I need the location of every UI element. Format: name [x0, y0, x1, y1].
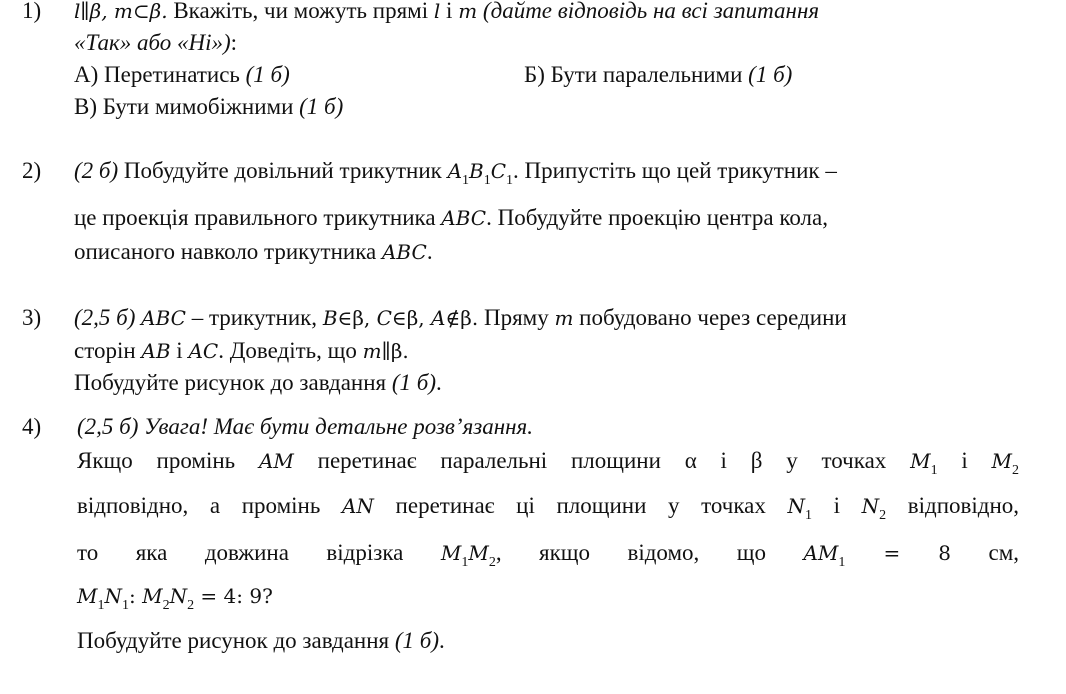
- q4-l3-m2: M: [468, 541, 489, 565]
- q3-b-in-beta: ∈β,: [337, 306, 377, 330]
- q2-line2-text: це проекція правильного трикутника: [74, 205, 442, 230]
- q4-l3-am: AM: [803, 541, 839, 565]
- q4-l3-d: відрізка: [326, 540, 404, 565]
- q2-sub-b: 1: [483, 173, 491, 188]
- q1-option-a-points: (1 б): [245, 62, 290, 87]
- q4-l3-f: відомо,: [627, 540, 700, 565]
- q4-l2-i: і: [833, 493, 841, 518]
- q3-line3-dot: .: [436, 370, 442, 395]
- q4-line5: [77, 628, 445, 654]
- q1-line-l: l: [433, 0, 441, 23]
- q4-l4-colon: :: [128, 584, 143, 608]
- q3-m: m: [554, 306, 574, 330]
- q4-l5-text: Побудуйте рисунок до завдання: [77, 628, 395, 653]
- q4-n1: N: [787, 494, 805, 518]
- q3-line3: [74, 370, 442, 396]
- q1-option-v: [74, 94, 343, 120]
- q1-option-v-points: (1 б): [299, 94, 344, 119]
- q3-points: (2,5 б): [74, 305, 136, 330]
- q2-sub-c: 1: [506, 173, 514, 188]
- q2-line2: [74, 205, 828, 231]
- q4-l3-comma: ,: [495, 540, 502, 565]
- q4-l2-c: відповідно,: [907, 493, 1020, 518]
- q4-l5-points: (1 б): [394, 628, 439, 653]
- q2-line3: [74, 239, 433, 265]
- q4-l3-am-sub: 1: [838, 555, 846, 570]
- q1-colon: :: [230, 30, 238, 55]
- q4-number: 4): [22, 414, 42, 439]
- q4-l3-b: яка: [135, 540, 168, 565]
- q4-l3-cm: см,: [988, 540, 1019, 565]
- q4-l3-c: довжина: [204, 540, 289, 565]
- q4-l2-a: відповідно, а промінь: [77, 493, 321, 518]
- q3-c: C: [376, 306, 392, 330]
- q4-l5-dot: .: [439, 628, 445, 653]
- q3-line1-b: Пряму: [478, 305, 555, 330]
- q4-header: (2,5 б) Увага! Має бути детальне розв’язання.: [77, 414, 534, 439]
- q4-l4-n2: N: [169, 584, 188, 608]
- q1-line1: [74, 0, 819, 24]
- q2-line3-text: описаного навколо трикутника: [74, 239, 382, 264]
- q4-n2-sub: 2: [879, 508, 887, 523]
- q2-tri-b: B: [469, 159, 484, 183]
- q2-line3-tail: .: [426, 239, 433, 264]
- q4-l2-b: перетинає ці площини у точках: [395, 493, 766, 518]
- q4-l3-m2-sub: 2: [488, 555, 496, 570]
- q3-abc: ABC: [141, 306, 186, 330]
- q1-option-b: [524, 62, 792, 88]
- q3-line3-text: Побудуйте рисунок до завдання: [74, 370, 392, 395]
- q4-l3-m1: M: [440, 541, 462, 565]
- q3-a: A: [431, 306, 446, 330]
- q4-l3-e: якщо: [539, 540, 590, 565]
- q3-par-beta: ∥β.: [381, 339, 409, 363]
- q4-l4-n1-sub: 1: [121, 598, 129, 613]
- q2-tri-a: A: [447, 159, 463, 183]
- q4-n1-sub: 1: [805, 508, 812, 523]
- q3-a-notin-beta: ∉β.: [445, 306, 479, 330]
- q3-m-par: m: [362, 339, 382, 363]
- q2-line1-text: Побудуйте довільний трикутник: [118, 158, 448, 183]
- q4-am: AM: [258, 449, 294, 473]
- q2-points: (2 б): [74, 158, 119, 183]
- q4-l3-eq: = 8: [845, 541, 952, 565]
- q3-number: 3): [22, 305, 42, 330]
- q4-m1-sub: 1: [930, 463, 938, 478]
- q1-option-b-points: (1 б): [748, 62, 793, 87]
- q3-line2: [74, 338, 409, 364]
- q1-number: 1): [22, 0, 42, 23]
- q3-c-in-beta: ∈β,: [391, 306, 432, 330]
- q1-option-a-text: А) Перетинатись: [74, 62, 246, 87]
- q2-line2-tail: . Побудуйте проекцію центра кола,: [486, 205, 828, 230]
- q1-line-m: m: [458, 0, 478, 23]
- q4-l1-b: перетинає паралельні площини α і β у точках: [317, 448, 887, 473]
- q2-tri-c: C: [490, 159, 507, 183]
- q4-line4: [77, 583, 273, 614]
- q4-line1: [77, 448, 1019, 479]
- q4-m2-sub: 2: [1012, 463, 1020, 478]
- q1-option-a: [74, 62, 290, 88]
- q2-number: 2): [22, 158, 42, 183]
- q4-l4-m2-sub: 2: [162, 598, 170, 613]
- q1-option-b-text: Б) Бути паралельними: [524, 62, 749, 87]
- q1-line1-text: Вкажіть, чи можуть прямі: [167, 0, 434, 23]
- q3-line2-a: сторін: [74, 338, 142, 363]
- q3-and: і: [170, 338, 189, 363]
- q4-l4-m1-sub: 1: [97, 598, 105, 613]
- q4-l4-m1: M: [77, 584, 98, 608]
- q2-line2-abc: ABC: [441, 206, 487, 230]
- q1-line2: [74, 30, 237, 56]
- q3-line1-c: побудовано через середини: [573, 305, 847, 330]
- q1-and: і: [440, 0, 459, 23]
- q2-line1-tail: . Припустіть що цей трикутник –: [513, 158, 837, 183]
- q1-condition-math: l∥β, m⊂β.: [74, 0, 168, 23]
- q1-option-v-text: В) Бути мимобіжними: [74, 94, 300, 119]
- q4-l4-m2: M: [142, 584, 163, 608]
- q4-l3-m1-sub: 1: [461, 555, 469, 570]
- q4-l3-a: то: [77, 540, 99, 565]
- q3-b: B: [322, 306, 338, 330]
- q4-l4-n2-sub: 2: [187, 598, 195, 613]
- q3-line1: [74, 305, 847, 331]
- q4-line2: [77, 493, 1019, 524]
- q4-l4-ratio: = 4: 9?: [194, 584, 273, 608]
- q4-l3-g: що: [736, 540, 766, 565]
- q3-line2-b: . Доведіть, що: [218, 338, 363, 363]
- q4-l1-a: Якщо промінь: [77, 448, 236, 473]
- q4-line3: [77, 540, 1019, 571]
- q4-m1: M: [910, 449, 931, 473]
- q1-instruction-cont: «Так» або «Ні»): [74, 30, 231, 55]
- q3-ac: AC: [188, 339, 219, 363]
- q4-l4-n1: N: [104, 584, 122, 608]
- q2-line1: [74, 158, 837, 189]
- q4-l1-i: і: [961, 448, 968, 473]
- q2-sub-a: 1: [462, 173, 470, 188]
- q3-line3-points: (1 б): [391, 370, 436, 395]
- q3-line1-a: – трикутник,: [185, 305, 323, 330]
- q4-an: AN: [341, 494, 374, 518]
- q4-n2: N: [861, 494, 880, 518]
- q1-instruction: (дайте відповідь на всі запитання: [477, 0, 820, 23]
- q3-ab: AB: [141, 339, 171, 363]
- q4-m2: M: [991, 449, 1013, 473]
- q2-line3-abc: ABC: [381, 240, 427, 264]
